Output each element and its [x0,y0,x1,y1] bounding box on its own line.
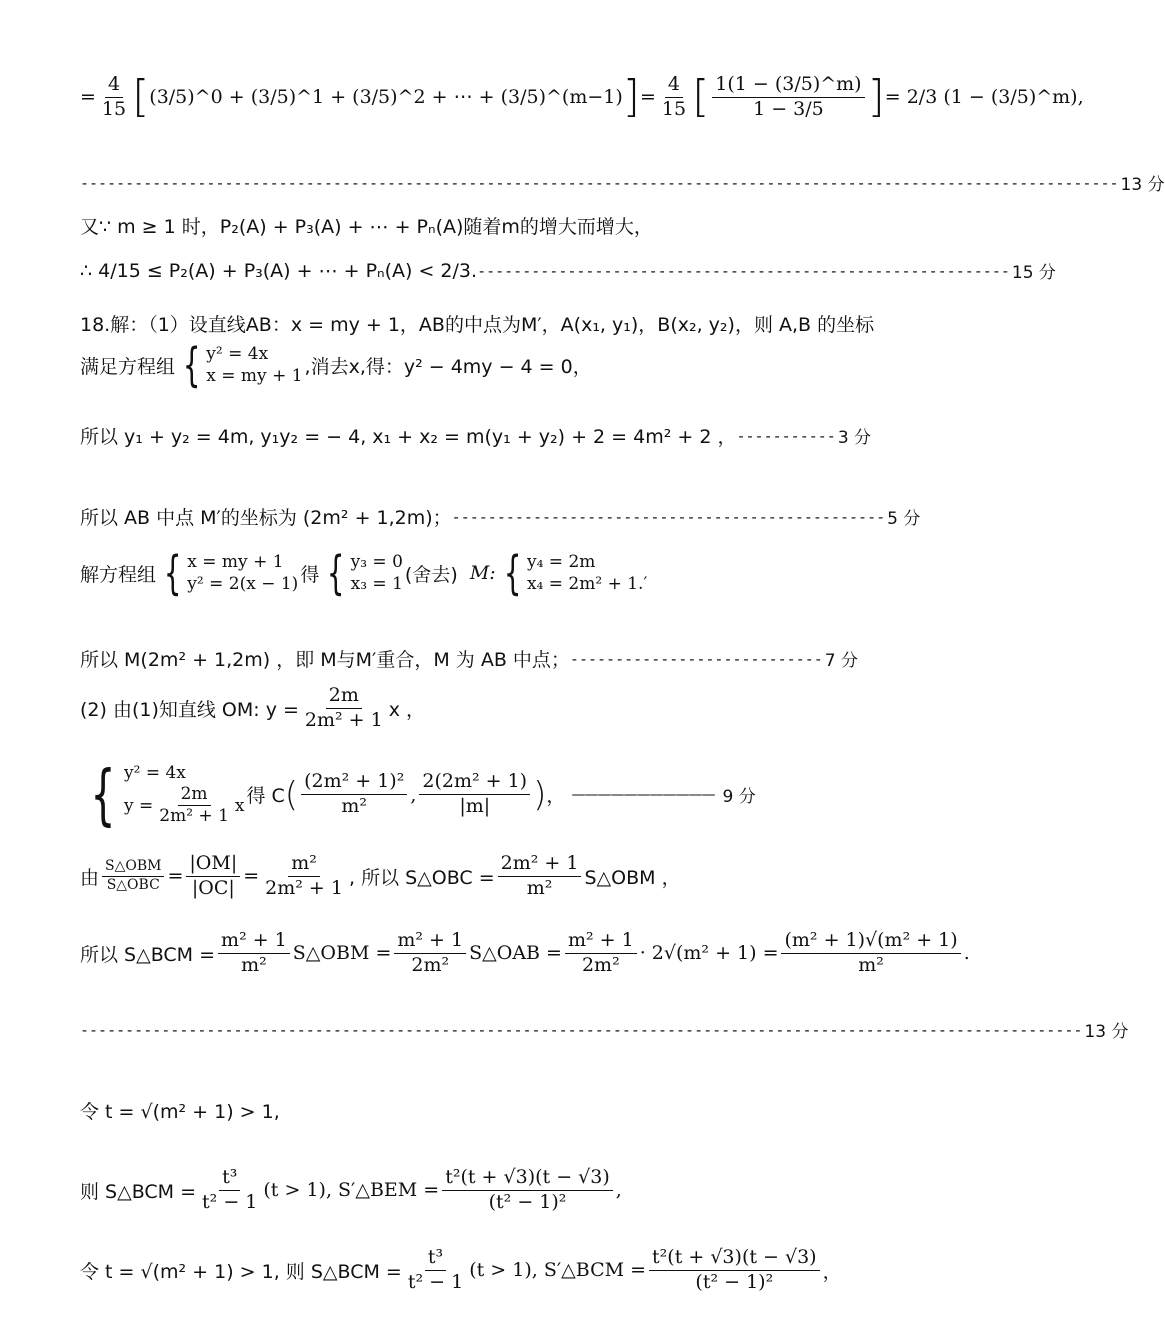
dash-line: ------------------------------------------------------------------------------------------------------------------- [80,173,1119,192]
frac-den: (t² − 1)² [488,1190,567,1213]
score-label: 13 分 [1120,175,1165,195]
solution-system-1 [321,546,403,600]
text-line: 令 t = √(m² + 1) > 1, [80,1101,280,1123]
text-mid: S△OAB = [469,942,562,964]
frac-den: m² [526,876,553,899]
sum-op-0: + [228,86,245,108]
text-lead: 则 S△BCM = [80,1180,197,1203]
text-line: ∴ 4/15 ≤ P₂(A) + P₃(A) + ⋯ + Pₙ(A) < 2/3. [80,259,478,282]
dash-line: ----------------------------------------------------------- [477,261,1010,280]
frac-num: 1(1 − (3/5)^m) [712,73,864,98]
system-row: y² = 4x [124,762,186,783]
line-derivative-1 [80,1162,622,1218]
ratio-fraction-3 [262,852,346,901]
row-fraction [156,784,232,828]
ratio-fraction-2 [186,852,240,901]
coef-fraction [99,73,129,122]
area-fraction-4 [781,929,960,978]
line-derivative-2 [80,1242,842,1298]
cx-fraction [301,770,407,819]
text-lead: 令 t = √(m² + 1) > 1, 则 S△BCM = [80,1260,402,1283]
score-label: 5 分 [887,509,921,529]
result-expression: 2/3 (1 − (3/5)^m), [906,86,1084,108]
text-line: 又∵ m ≥ 1 时，P₂(A) + P₃(A) + ⋯ + Pₙ(A)随着m的增大而增大， [80,216,653,238]
equation-system [82,755,245,833]
line-system2 [80,548,649,598]
frac-num: m² + 1 [394,929,466,954]
sum-term-0: (3/5)^0 [149,86,223,108]
frac-num: t²(t + √3)(t − √3) [649,1246,820,1271]
text-mid: · 2√(m² + 1) = [639,942,779,964]
sum-op-2: + ⋯ + [431,86,495,108]
frac-num: 2m [178,784,211,806]
system-row: y = [124,795,154,816]
bracket-open: [ [132,71,150,122]
dash-line: ----------- [736,426,836,445]
text-lead: 解方程组 [80,563,157,586]
derivative-fraction [649,1246,820,1295]
frac-num: 4 [105,73,123,98]
frac-num: (2m² + 1)² [301,770,407,795]
sum-term-1: (3/5)^1 [250,86,325,108]
score-label: 3 分 [837,428,872,448]
frac-den: m² [241,953,267,976]
text-mid: S△OBM = [292,942,392,964]
equation-system [158,546,299,600]
system-row: x₃ = 1 [350,574,403,594]
frac-den: t² − 1 [202,1190,258,1213]
score-label: 13 分 [1084,1022,1129,1042]
system-row: y₄ = 2m [526,551,596,572]
frac-den: 15 [661,97,687,120]
text-label: M: [469,562,496,584]
text-line: 所以 M(2m² + 1,2m) ，即 M与M′重合，M 为 AB 中点； [80,649,570,671]
func-fraction [199,1166,260,1215]
dash-line: --------------------------------------------------------------------------------------------------------------- [80,1020,1083,1039]
line-bound [80,258,1056,283]
frac-den: S△OBC [106,876,160,893]
frac-den: m² [341,795,368,817]
frac-den: |OC| [191,876,235,899]
frac-num: m² + 1 [565,929,637,954]
text-tail: , [615,1179,622,1201]
text-tail: ， [546,785,566,807]
derivative-fraction [442,1166,613,1215]
text-tail: S△OBM ， [584,866,681,889]
line-system1 [80,340,592,390]
paren-close: ) [533,774,547,815]
func-fraction [405,1246,466,1295]
line-monotonic [80,212,653,239]
equals-sign: = [639,86,656,108]
text-line: 所以 y₁ + y₂ = 4m, y₁y₂ = − 4, x₁ + x₂ = m(y₁ + y₂) + 2 = 4m² + 2 ， [80,426,737,448]
system-row: x = my + 1 [206,366,303,386]
system-row: x [234,795,245,816]
frac-num: t³ [219,1166,240,1191]
text-line: 18.解：（1）设直线AB：x = my + 1，AB的中点为M′，A(x₁, y₁)，B(x₂, y₂)，则 A,B 的坐标 [80,314,875,336]
system-row: x₄ = 2m² + 1.′ [526,574,648,594]
frac-den: 2m² [411,953,450,976]
text-mid: 得 [300,563,320,586]
paren-open: ( [284,774,299,815]
frac-num: m² + 1 [218,929,290,954]
text-mid: 得 C [246,785,285,807]
frac-den: 2m² + 1 [159,806,229,827]
solution-system-2 [498,546,648,600]
sum-op-1: + [330,86,347,108]
score-label: 7 分 [824,651,859,671]
frac-den: 2m² + 1 [265,876,343,899]
system-row: y² = 2(x − 1) [187,574,299,594]
text-mid: (t > 1), S′△BCM = [469,1259,647,1281]
text-lead: 由 [80,866,100,889]
equals-sign: = [80,86,96,108]
brace-icon: { [182,338,201,392]
frac-den: t² − 1 [407,1270,464,1293]
area-fraction-3 [565,929,637,978]
line-problem18 [80,310,874,337]
text-lead: 所以 S△BCM = [80,943,216,966]
line-point-c: { y² = 4x y = $\frac{2m}{\text{2m² + 1}}$ x 得 C ( $\frac{\text{(2m² + 1)²}}{\text{m²}}$ , $\frac{\text{2(2m² + 1)}}{|m|}$ ) ， ——————————— 9 分 [80,757,756,832]
frac-den: m² [858,953,884,976]
area-fraction-2 [394,929,466,978]
brace-icon: { [327,546,345,600]
frac-num: 4 [665,73,683,98]
text-tail: . [963,942,970,964]
frac-den: (t² − 1)² [695,1270,774,1293]
line-midpoint [80,503,920,530]
separator-13 [80,170,1165,195]
line-coincide [80,645,858,672]
text-tail: ， [822,1260,842,1283]
text-note: (舍去) [404,563,458,586]
frac-num: (m² + 1)√(m² + 1) [781,929,960,954]
text-mid: , 所以 S△OBC = [348,866,495,889]
line-area-bcm [80,925,970,981]
text-lead: 满足方程组 [80,355,176,378]
brace-icon: { [163,546,182,600]
frac-den: 2m² + 1 [304,708,383,731]
line-vieta [80,422,871,449]
frac-den: 2m² [581,953,620,976]
line-geometric-sum [80,42,1084,152]
separator-13b [80,1017,1128,1042]
frac-num: |OM| [186,852,240,877]
cy-fraction [419,770,530,819]
brace-icon: { [90,755,116,833]
area-fraction-1 [218,929,290,978]
frac-den: |m| [459,795,491,817]
system-row: y₃ = 0 [350,551,403,572]
frac-num: 2(2m² + 1) [419,770,530,795]
dash-line: ------------------------------------------------ [451,507,886,526]
dash-line: ——————————— [571,786,715,803]
frac-num: t²(t + √3)(t − √3) [442,1166,613,1191]
bracket-close-2: ] [867,71,885,122]
text-line: 所以 AB 中点 M′的坐标为 (2m² + 1,2m)； [80,507,452,529]
dash-line: ---------------------------- [569,649,823,668]
ratio-fraction-4 [498,852,582,901]
coef2-fraction [659,73,689,122]
system-row: x = my + 1 [187,551,284,572]
frac-num: S△OBM [102,858,164,877]
line-area-ratio: 由 $\frac{\text{S△OBM}}{\text{S△OBC}}$ = $\frac{|OM|}{|OC|}$ = $\frac{\text{m²}}{\text{2m² + 1}}$ , 所以 S△OBC = $\frac{\text{2m² + 1}}{\text{m²}}$ S△OBM ， [80,851,681,899]
score-label: 9 分 [722,787,756,807]
text-tail: ,消去x,得：y² − 4my − 4 = 0， [304,355,592,378]
frac-den: 1 − 3/5 [753,97,824,120]
frac-num: t³ [425,1246,446,1271]
bracket-open-2: [ [692,71,710,122]
sum-term-2: (3/5)^2 [352,86,426,108]
slope-fraction [302,684,386,733]
line-om [80,683,425,733]
frac-den: 15 [101,97,127,120]
text-lead: (2) 由(1)知直线 OM: y = [80,698,299,721]
inner-fraction [712,73,864,122]
text-tail: x ， [388,698,426,721]
frac-num: 2m [326,684,362,709]
system-row: y² = 4x [206,343,269,364]
frac-num: m² [288,852,320,877]
bracket-close: ] [622,71,640,122]
equation-system [177,338,303,392]
brace-icon: { [503,546,522,600]
frac-num: 2m² + 1 [498,852,582,877]
text-mid: (t > 1), S′△BEM = [263,1179,440,1201]
line-substitution [80,1097,280,1124]
sum-term-3: (3/5)^(m−1) [500,86,623,108]
ratio-fraction-1 [102,858,164,894]
equals-sign: = [884,86,901,108]
score-label: 15 分 [1011,263,1056,283]
